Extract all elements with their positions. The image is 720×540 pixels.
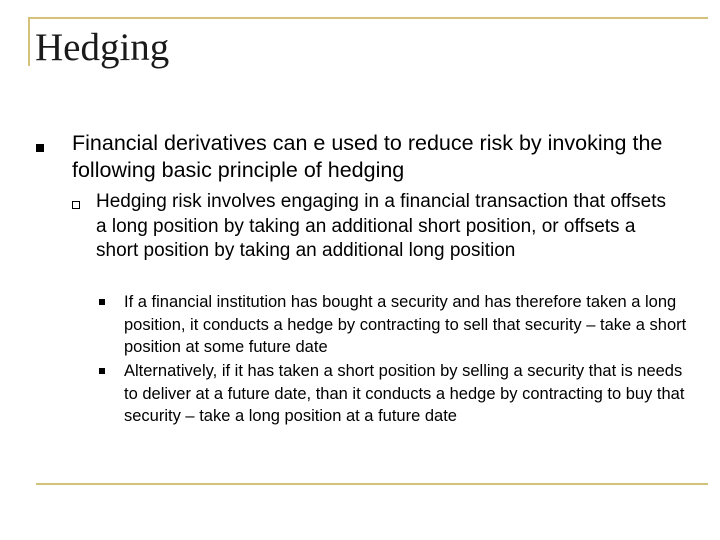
bottom-accent-rule [36,483,708,485]
hollow-square-icon [72,201,80,209]
left-accent-rule [28,17,30,66]
top-accent-rule [28,17,708,19]
bullet-level-3: Alternatively, if it has taken a short position by selling a security that is needs to deliver at a future date, than it conducts a hedge by contracting to buy that security – take a long position at a future date [124,362,685,426]
small-filled-square-icon [99,368,105,374]
filled-square-icon [36,144,44,152]
small-filled-square-icon [99,299,105,305]
bullet-level-1: Financial derivatives can e used to reduce risk by invoking the following basic principle of hedging [72,131,663,182]
slide-title: Hedging [35,26,170,69]
bullet-level-2: Hedging risk involves engaging in a financial transaction that offsets a long position by taking an additional short position, or offsets a short position by taking an additional long position [96,191,666,261]
bullet-level-3: If a financial institution has bought a security and has therefore taken a long position, it conducts a hedge by contracting to sell that security – take a short position at some future date [124,293,687,357]
